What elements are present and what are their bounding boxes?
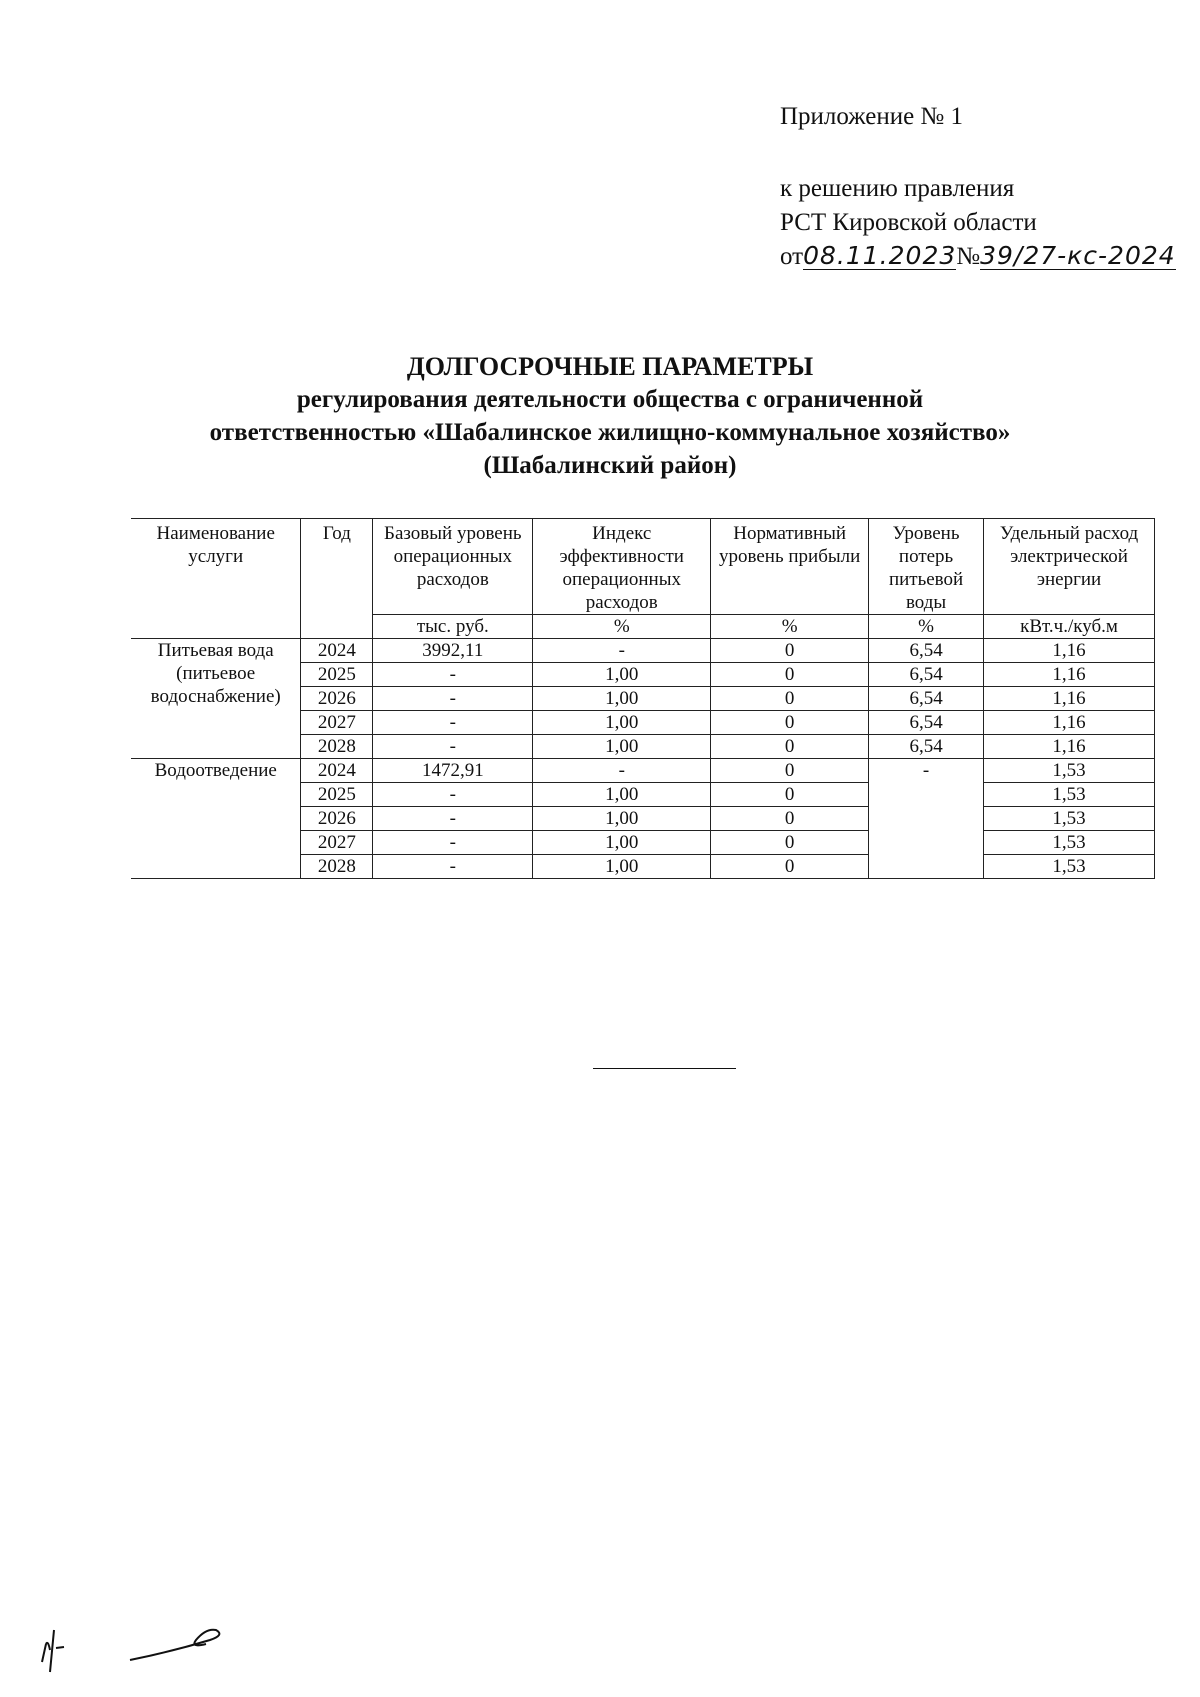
document-header xyxy=(780,100,1180,274)
handwritten-number: 39/27-кс-2024 xyxy=(980,241,1176,270)
header-year: Год xyxy=(301,519,373,639)
cell-year: 2025 xyxy=(301,783,373,807)
cell-year: 2026 xyxy=(301,687,373,711)
cell-base-opex: 3992,11 xyxy=(373,639,533,663)
cell-base-opex: - xyxy=(373,687,533,711)
table-header-row xyxy=(131,519,1155,615)
signature-scribble xyxy=(30,1600,230,1680)
header-efficiency-index: Индекс эффективности операционных расходов xyxy=(533,519,711,615)
from-label: от xyxy=(780,243,804,270)
cell-base-opex: 1472,91 xyxy=(373,759,533,783)
cell-energy: 1,16 xyxy=(984,711,1155,735)
header-energy-consumption: Удельный расход электрической энергии xyxy=(984,519,1155,615)
number-label: № xyxy=(956,243,981,270)
cell-base-opex: - xyxy=(373,663,533,687)
cell-water-losses: 6,54 xyxy=(869,735,984,759)
cell-energy: 1,53 xyxy=(984,831,1155,855)
cell-water-losses: 6,54 xyxy=(869,639,984,663)
header-normative-profit: Нормативный уровень прибыли xyxy=(711,519,869,615)
cell-energy: 1,53 xyxy=(984,759,1155,783)
document-title xyxy=(80,350,1140,482)
cell-water-losses: 6,54 xyxy=(869,663,984,687)
title-line-2: регулирования деятельности общества с ограниченной xyxy=(296,386,924,413)
header-water-losses: Уровень потерь питьевой воды xyxy=(869,519,984,615)
cell-energy: 1,53 xyxy=(984,855,1155,879)
cell-efficiency-index: 1,00 xyxy=(533,807,711,831)
cell-year: 2027 xyxy=(301,711,373,735)
cell-energy: 1,53 xyxy=(984,783,1155,807)
cell-normative-profit: 0 xyxy=(711,759,869,783)
cell-year: 2028 xyxy=(301,735,373,759)
cell-energy: 1,16 xyxy=(984,639,1155,663)
cell-efficiency-index: 1,00 xyxy=(533,855,711,879)
cell-normative-profit: 0 xyxy=(711,735,869,759)
header-service: Наименование услуги xyxy=(131,519,301,639)
cell-normative-profit: 0 xyxy=(711,711,869,735)
cell-normative-profit: 0 xyxy=(711,783,869,807)
cell-base-opex: - xyxy=(373,735,533,759)
unit-cell: тыс. руб. xyxy=(373,615,533,639)
cell-water-losses-merged: - xyxy=(869,759,984,879)
cell-efficiency-index: 1,00 xyxy=(533,711,711,735)
service-sewerage: Водоотведение xyxy=(131,759,301,879)
closing-rule xyxy=(593,1068,736,1069)
cell-efficiency-index: 1,00 xyxy=(533,783,711,807)
cell-normative-profit: 0 xyxy=(711,855,869,879)
cell-base-opex: - xyxy=(373,783,533,807)
decision-line-1: к решению правления xyxy=(780,175,1015,202)
cell-efficiency-index: - xyxy=(533,759,711,783)
cell-normative-profit: 0 xyxy=(711,831,869,855)
cell-base-opex: - xyxy=(373,711,533,735)
unit-cell: % xyxy=(711,615,869,639)
cell-efficiency-index: - xyxy=(533,639,711,663)
cell-normative-profit: 0 xyxy=(711,687,869,711)
cell-year: 2025 xyxy=(301,663,373,687)
title-line-4: (Шабалинский район) xyxy=(483,452,737,479)
cell-efficiency-index: 1,00 xyxy=(533,735,711,759)
table-row xyxy=(131,759,1155,783)
cell-base-opex: - xyxy=(373,855,533,879)
cell-year: 2024 xyxy=(301,639,373,663)
cell-energy: 1,16 xyxy=(984,735,1155,759)
cell-efficiency-index: 1,00 xyxy=(533,831,711,855)
decision-line-2: РСТ Кировской области xyxy=(780,209,1037,236)
cell-year: 2026 xyxy=(301,807,373,831)
cell-water-losses: 6,54 xyxy=(869,687,984,711)
cell-water-losses: 6,54 xyxy=(869,711,984,735)
handwritten-date: 08.11.2023 xyxy=(803,241,957,270)
unit-cell: % xyxy=(533,615,711,639)
cell-energy: 1,16 xyxy=(984,687,1155,711)
table-row xyxy=(131,639,1155,663)
cell-energy: 1,53 xyxy=(984,807,1155,831)
unit-cell: % xyxy=(869,615,984,639)
title-line-3: ответственностью «Шабалинское жилищно-коммунальное хозяйство» xyxy=(209,419,1011,446)
service-drinking-water: Питьевая вода (питьевое водоснабжение) xyxy=(131,639,301,759)
title-main: ДОЛГОСРОЧНЫЕ ПАРАМЕТРЫ xyxy=(406,352,814,381)
cell-normative-profit: 0 xyxy=(711,639,869,663)
appendix-label: Приложение № 1 xyxy=(780,103,964,130)
cell-base-opex: - xyxy=(373,807,533,831)
cell-base-opex: - xyxy=(373,831,533,855)
cell-normative-profit: 0 xyxy=(711,663,869,687)
cell-year: 2027 xyxy=(301,831,373,855)
cell-efficiency-index: 1,00 xyxy=(533,663,711,687)
unit-cell: кВт.ч./куб.м xyxy=(984,615,1155,639)
cell-efficiency-index: 1,00 xyxy=(533,687,711,711)
cell-energy: 1,16 xyxy=(984,663,1155,687)
cell-normative-profit: 0 xyxy=(711,807,869,831)
cell-year: 2028 xyxy=(301,855,373,879)
header-base-opex: Базовый уровень операционных расходов xyxy=(373,519,533,615)
decision-date-number xyxy=(780,240,1180,274)
parameters-table xyxy=(131,518,1155,879)
cell-year: 2024 xyxy=(301,759,373,783)
